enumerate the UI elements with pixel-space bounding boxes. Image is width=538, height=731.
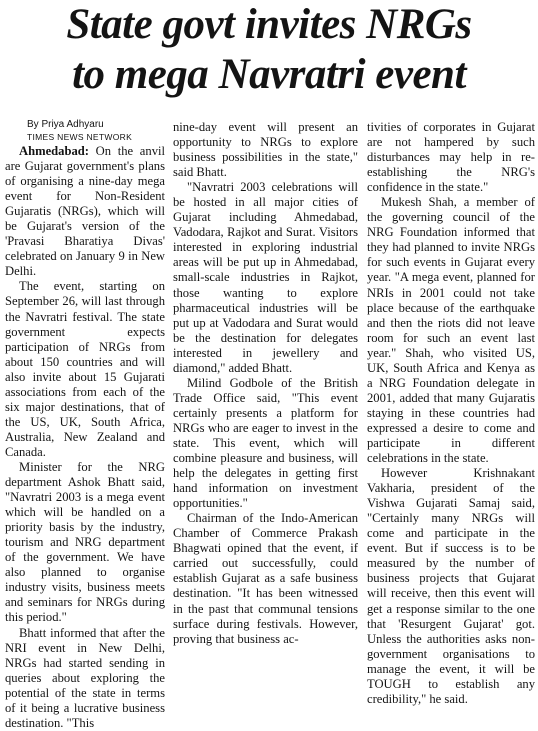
column-3 (367, 120, 535, 707)
headline-line-2: to mega Navratri event (72, 51, 466, 98)
paragraph-7-continued: tivities of corporates in Gujarat are not hampered by such disturbances may help in re-establishing the NRG's confidence in the state." (367, 120, 535, 195)
paragraph-4-continued: nine-day event will present an opportunity to NRGs to explore business possibilities in the state," said Bhatt. (173, 120, 358, 180)
dateline: Ahmedabad: (19, 144, 89, 158)
paragraph-1 (5, 144, 165, 279)
paragraph-3: Minister for the NRG department Ashok Bhatt said, "Navratri 2003 is a mega event which will be handled on a priority basis by the industry, tourism and NRG department of the government. We have also planned to organise industry visits, business meets and seminars for NRGs during this period." (5, 459, 165, 625)
paragraph-6: Milind Godbole of the British Trade Office said, "This event certainly presents a platform for NRGs who are eager to invest in the state. This event, which will combine pleasure and business, will help the delegates in getting first hand information on investment opportunities." (173, 375, 358, 511)
byline-agency: TIMES NEWS NETWORK (27, 132, 133, 142)
byline-author: By Priya Adhyaru (27, 119, 104, 130)
paragraph-1-text: On the anvil are Gujarat government's plans of organising a nine-day mega event for Non-Resident Gujaratis (NRGs), which will be Gujarat's version of the 'Pravasi Bharatiya Divas' celebrated on January 9 in New Delhi. (5, 144, 165, 279)
paragraph-9: However Krishnakant Vakharia, president of the Vishwa Gujarati Samaj said, "Certainly many NRGs will come and participate in the event. But if success is to be measured by the number of business projects that Gujarat will receive, then this event will get a response similar to the one that 'Resurgent Gujarat' got. Unless the authorities asks non-government organisations to manage the event, it will be TOUGH to establish any credibility," he said. (367, 466, 535, 706)
paragraph-2: The event, starting on September 26, will last through the Navratri festival. The state government expects participation of NRGs from about 150 countries and will also invite about 15 Gujarati associations from each of the six major destinations, that of the US, UK, South Africa, Australia, New Zealand and Canada. (5, 279, 165, 459)
paragraph-5: "Navratri 2003 celebrations will be hosted in all major cities of Gujarat including Ahmedabad, Vadodara, Rajkot and Surat. Visitors interested in exploring industrial areas will be put up in Ahmedabad, small-scale industries in Rajkot, those wanting to explore pharmaceutical industries will be put up at Vadodara and Surat would be the destination for delegates interested in jewellery and diamond," added Bhatt. (173, 180, 358, 375)
headline-line-1: State govt invites NRGs (66, 1, 472, 48)
paragraph-4: Bhatt informed that after the NRI event in New Delhi, NRGs had started sending in queries about exploring the potential of the state in terms of it being a lucrative business destination. "This (5, 625, 165, 730)
paragraph-8: Mukesh Shah, a member of the governing council of the NRG Foundation informed that they had planned to invite NRGs for such events in Gujarat every year. "A mega event, planned for NRIs in 2001 could not take place because of the earthquake and then the riots did not leave room for such an event last year." Shah, who visited US, UK, South Africa and Kenya as a NRG Foundation delegate in 2001, added that many Gujaratis staying in these countries had expressed a desire to come and participate in different celebrations in the state. (367, 195, 535, 466)
column-1 (5, 118, 165, 731)
byline (5, 118, 165, 144)
paragraph-7: Chairman of the Indo-American Chamber of Commerce Prakash Bhagwati opined that the event, if carried out successfully, could establish Gujarat as a safe business destination. "It has been witnessed in the past that communal tensions surface during festivals. However, proving that business ac- (173, 511, 358, 646)
column-2 (173, 120, 358, 647)
